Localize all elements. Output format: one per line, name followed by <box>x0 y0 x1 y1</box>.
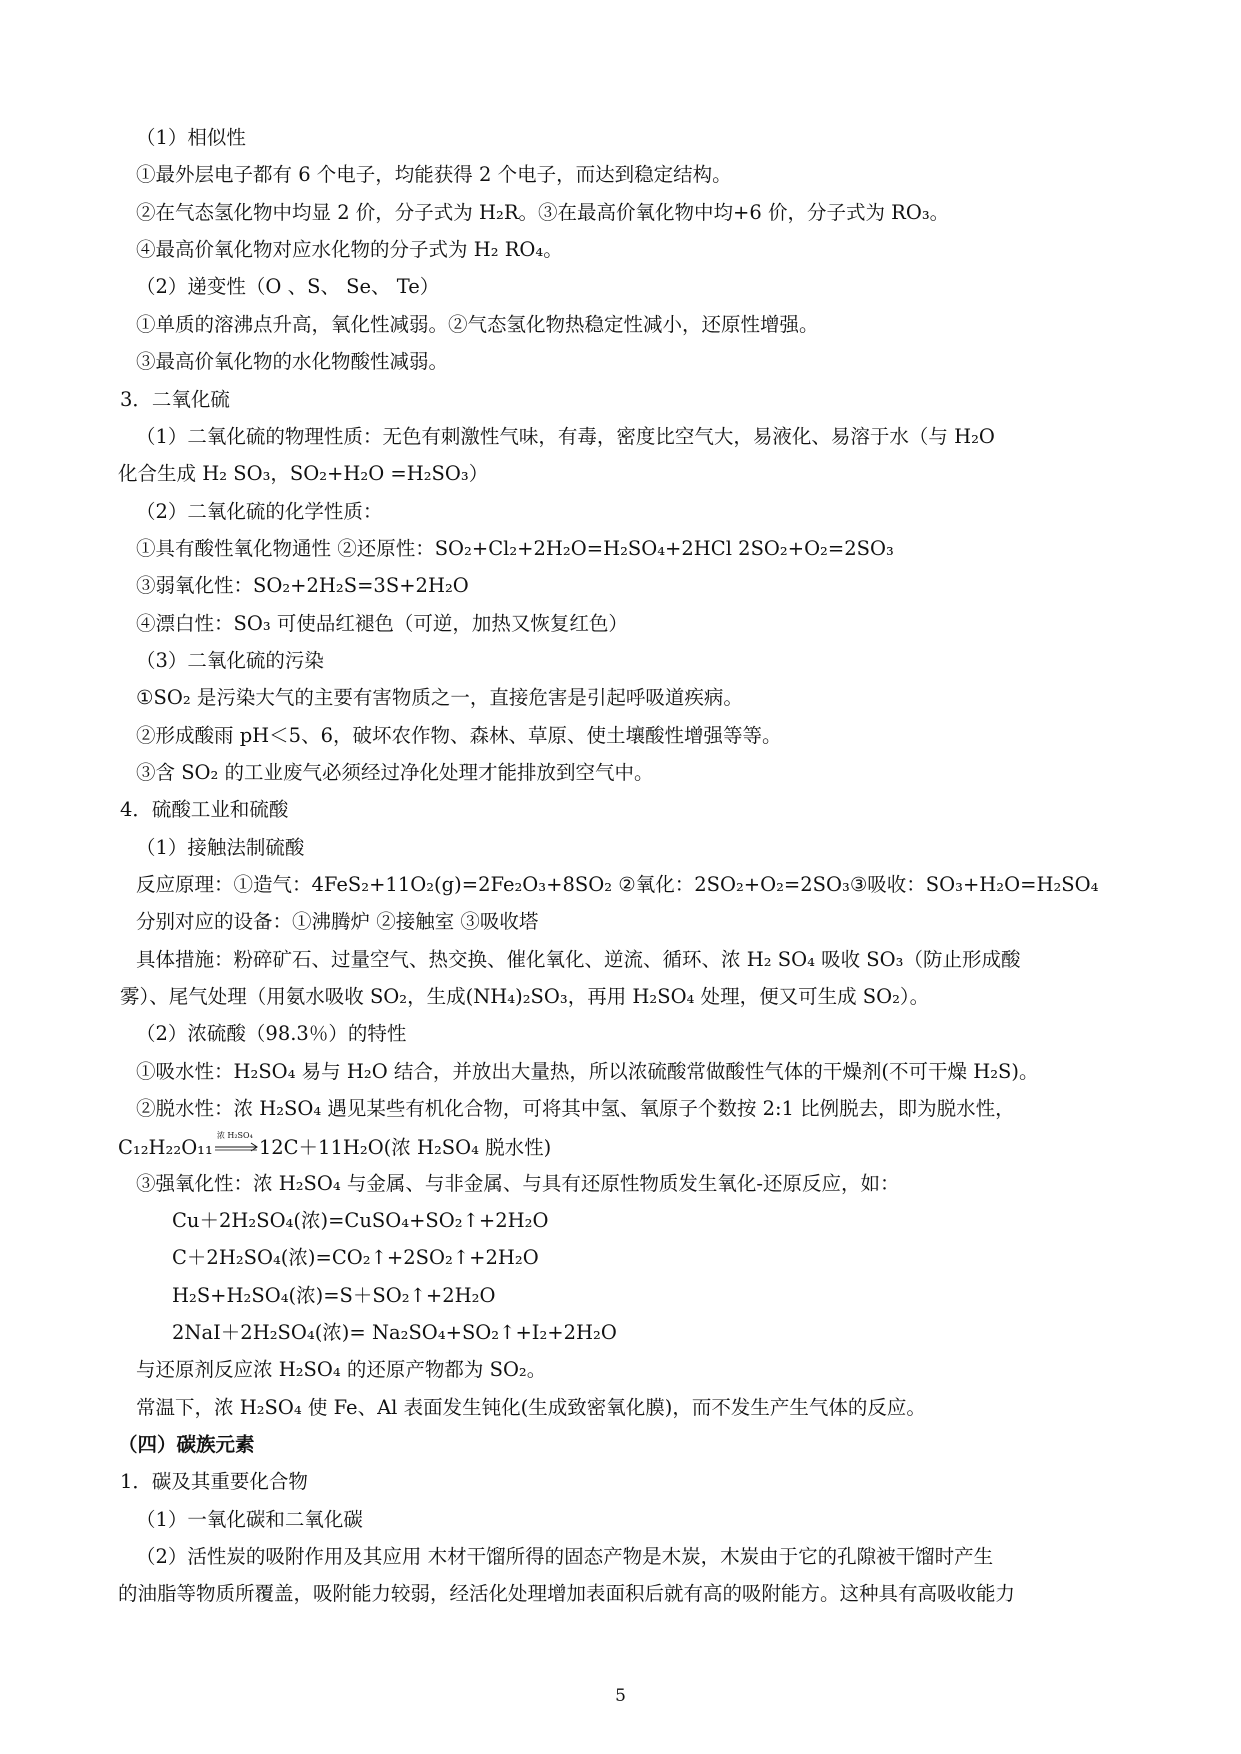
text-line: ①单质的溶沸点升高，氧化性减弱。②气态氢化物热稳定性减小，还原性增强。 <box>136 313 819 336</box>
text-line: ③弱氧化性：SO₂+2H₂S=3S+2H₂O <box>136 574 469 597</box>
text-line: ①具有酸性氧化物通性 ②还原性：SO₂+Cl₂+2H₂O=H₂SO₄+2HCl 2SO₂+O₂=2SO₃ <box>136 537 894 560</box>
reactant: C₁₂H₂₂O₁₁ <box>118 1136 213 1159</box>
text-line: 化合生成 H₂ SO₃，SO₂+H₂O =H₂SO₃） <box>118 462 489 485</box>
equation-line: C＋2H₂SO₄(浓)=CO₂↑+2SO₂↑+2H₂O <box>172 1246 539 1269</box>
text-line: 雾）、尾气处理（用氨水吸收 SO₂，生成(NH₄)₂SO₃，再用 H₂SO₄ 处理，便又可生成 SO₂）。 <box>120 985 930 1008</box>
text-line: （1）二氧化硫的物理性质：无色有刺激性气味，有毒，密度比空气大，易液化、易溶于水（与 H₂O <box>136 425 995 448</box>
section-heading: 4．硫酸工业和硫酸 <box>120 798 289 821</box>
text-line: ④漂白性：SO₃ 可使品红褪色（可逆，加热又恢复红色） <box>136 612 628 635</box>
text-line: ②在气态氢化物中均显 2 价，分子式为 H₂R。③在最高价氧化物中均+6 价，分子式为 RO₃。 <box>136 201 950 224</box>
text-line: （2）二氧化硫的化学性质： <box>136 500 383 523</box>
chapter-heading: （四）碳族元素 <box>118 1433 255 1456</box>
arrow-condition-label: 浓 H₂SO₄ <box>216 1131 253 1140</box>
equation-line: 2NaI＋2H₂SO₄(浓)= Na₂SO₄+SO₂↑+I₂+2H₂O <box>172 1321 617 1344</box>
text-line: （2）浓硫酸（98.3％）的特性 <box>136 1022 407 1045</box>
text-line: ②形成酸雨 pH＜5、6，破坏农作物、森林、草原、使土壤酸性增强等等。 <box>136 724 782 747</box>
section-heading: 1．碳及其重要化合物 <box>120 1470 308 1493</box>
section-heading: 3．二氧化硫 <box>120 388 230 411</box>
text-line: 具体措施：粉碎矿石、过量空气、热交换、催化氧化、逆流、循环、浓 H₂ SO₄ 吸收 SO₃（防止形成酸 <box>136 948 1021 971</box>
text-line: （2）递变性（O 、S、 Se、 Te） <box>136 275 440 298</box>
page-number: 5 <box>615 1686 626 1706</box>
text-line: （1）接触法制硫酸 <box>136 836 305 859</box>
text-line: ③含 SO₂ 的工业废气必须经过净化处理才能排放到空气中。 <box>136 761 654 784</box>
text-line: （1）一氧化碳和二氧化碳 <box>136 1508 363 1531</box>
text-line: ①吸水性：H₂SO₄ 易与 H₂O 结合，并放出大量热，所以浓硫酸常做酸性气体的干燥剂(不可干燥 H₂S)。 <box>136 1060 1039 1083</box>
equation-line: H₂S+H₂SO₄(浓)=S＋SO₂↑+2H₂O <box>172 1284 496 1307</box>
text-line: 与还原剂反应浓 H₂SO₄ 的还原产物都为 SO₂。 <box>136 1358 547 1381</box>
text-line: ②脱水性：浓 H₂SO₄ 遇见某些有机化合物，可将其中氢、氧原子个数按 2:1 比例脱去，即为脱水性， <box>136 1097 1015 1120</box>
reaction-arrow <box>213 1131 259 1156</box>
text-line: 的油脂等物质所覆盖，吸附能力较弱，经活化处理增加表面积后就有高的吸附能方。这种具有高吸收能力 <box>118 1582 1016 1605</box>
text-line: 分别对应的设备：①沸腾炉 ②接触室 ③吸收塔 <box>136 910 539 933</box>
dehydration-equation <box>118 1131 552 1159</box>
text-line: ③强氧化性：浓 H₂SO₄ 与金属、与非金属、与具有还原性物质发生氧化-还原反应，如： <box>136 1172 900 1195</box>
equation-line: Cu＋2H₂SO₄(浓)=CuSO₄+SO₂↑+2H₂O <box>172 1209 549 1232</box>
text-line: ③最高价氧化物的水化物酸性减弱。 <box>136 350 449 373</box>
text-line: ①最外层电子都有 6 个电子，均能获得 2 个电子，而达到稳定结构。 <box>136 163 732 186</box>
text-line: 反应原理：①造气：4FeS₂+11O₂(g)=2Fe₂O₃+8SO₂ ②氧化：2SO₂+O₂=2SO₃③吸收：SO₃+H₂O=H₂SO₄ <box>136 873 1099 896</box>
text-line: （3）二氧化硫的污染 <box>136 649 324 672</box>
text-line: 常温下，浓 H₂SO₄ 使 Fe、Al 表面发生钝化(生成致密氧化膜)，而不发生产生气体的反应。 <box>136 1396 926 1419</box>
text-line: （1）相似性 <box>136 126 246 149</box>
text-line: （2）活性炭的吸附作用及其应用 木材干馏所得的固态产物是木炭，木炭由于它的孔隙被干馏时产生 <box>136 1545 994 1568</box>
product: 12C＋11H₂O(浓 H₂SO₄ 脱水性) <box>258 1136 552 1159</box>
text-line: ①SO₂ 是污染大气的主要有害物质之一，直接危害是引起呼吸道疾病。 <box>136 686 743 709</box>
text-line: ④最高价氧化物对应水化物的分子式为 H₂ RO₄。 <box>136 238 563 261</box>
